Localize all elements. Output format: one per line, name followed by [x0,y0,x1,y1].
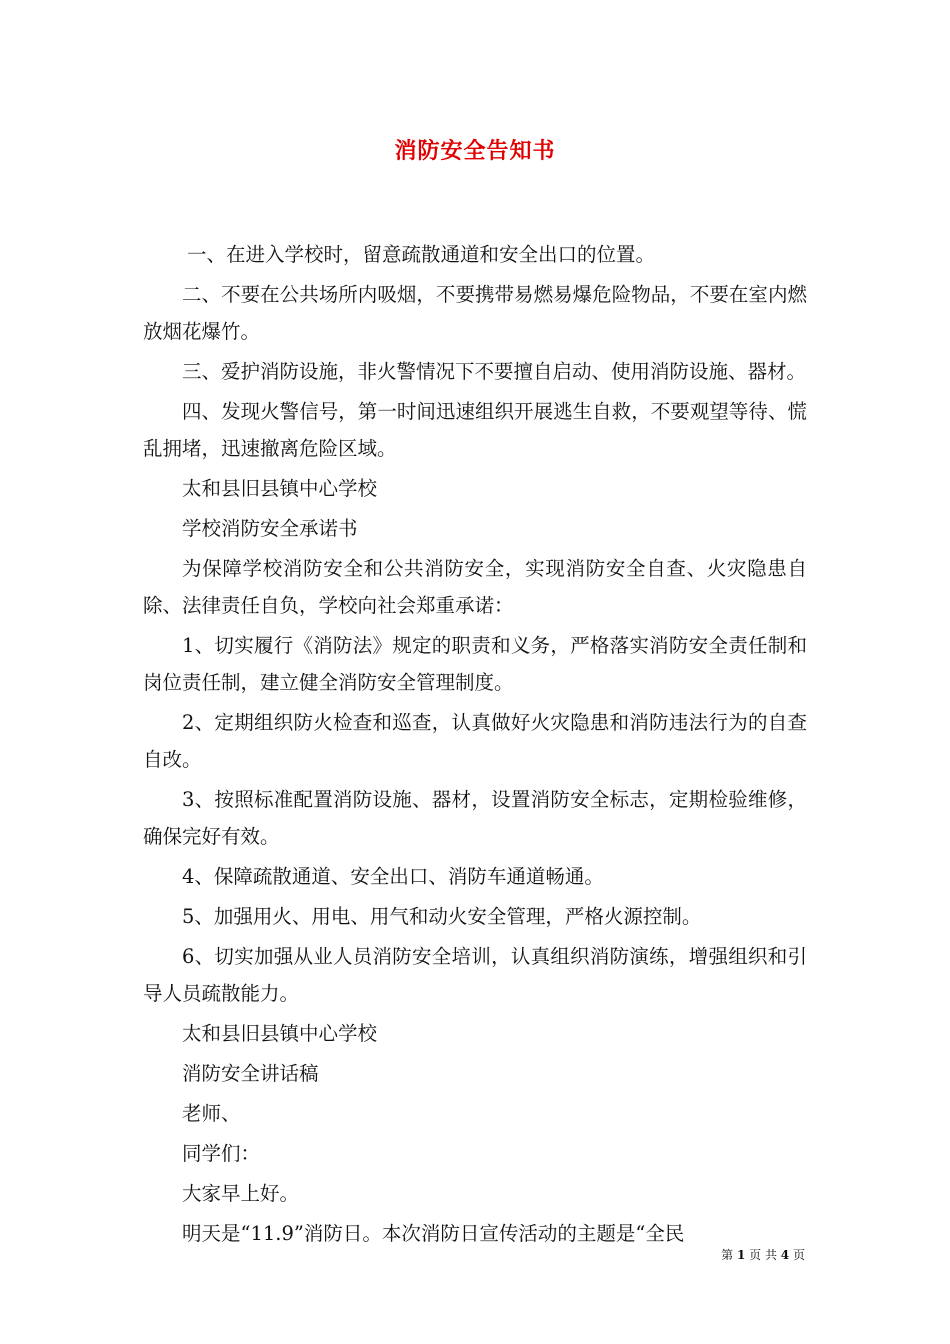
paragraph: 为保障学校消防安全和公共消防安全，实现消防安全自查、火灾隐患自除、法律责任自负，学校向社会郑重承诺： [143,557,807,617]
paragraph: 消防安全讲话稿 [182,1062,319,1085]
paragraph: 老师、 [182,1102,241,1125]
paragraph: 2、定期组织防火检查和巡查，认真做好火灾隐患和消防违法行为的自查自改。 [143,711,807,771]
paragraph: 4、保障疏散通道、安全出口、消防车通道畅通。 [182,865,604,888]
footer-prefix: 第 [721,1248,734,1262]
paragraph: 5、加强用火、用电、用气和动火安全管理，严格火源控制。 [182,905,702,928]
footer-total-pages: 4 [780,1248,790,1262]
paragraph: 一、在进入学校时，留意疏散通道和安全出口的位置。 [187,243,656,266]
paragraph: 三、爱护消防设施，非火警情况下不要擅自启动、使用消防设施、器材。 [182,360,807,383]
paragraph: 二、不要在公共场所内吸烟，不要携带易燃易爆危险物品，不要在室内燃放烟花爆竹。 [143,283,807,343]
footer-page-number: 1 [736,1248,746,1262]
page-footer [721,1246,805,1263]
paragraph: 明天是“11.9”消防日。本次消防日宣传活动的主题是“全民 [182,1222,685,1245]
document-body [143,236,807,1255]
document-title: 消防安全告知书 [394,138,556,164]
footer-suffix: 页 [792,1248,805,1262]
paragraph: 学校消防安全承诺书 [182,517,358,540]
paragraph: 大家早上好。 [182,1182,300,1205]
paragraph: 四、发现火警信号，第一时间迅速组织开展逃生自救，不要观望等待、慌乱拥堵，迅速撤离危险区域。 [143,400,807,460]
paragraph: 同学们： [182,1142,261,1165]
paragraph: 3、按照标准配置消防设施、器材，设置消防安全标志，定期检验维修，确保完好有效。 [143,788,807,848]
footer-middle: 页 共 [749,1248,777,1262]
paragraph: 太和县旧县镇中心学校 [182,477,378,500]
paragraph: 1、切实履行《消防法》规定的职责和义务，严格落实消防安全责任制和岗位责任制，建立健全消防安全管理制度。 [143,634,807,694]
paragraph: 太和县旧县镇中心学校 [182,1022,378,1045]
paragraph: 6、切实加强从业人员消防安全培训，认真组织消防演练，增强组织和引导人员疏散能力。 [143,945,807,1005]
